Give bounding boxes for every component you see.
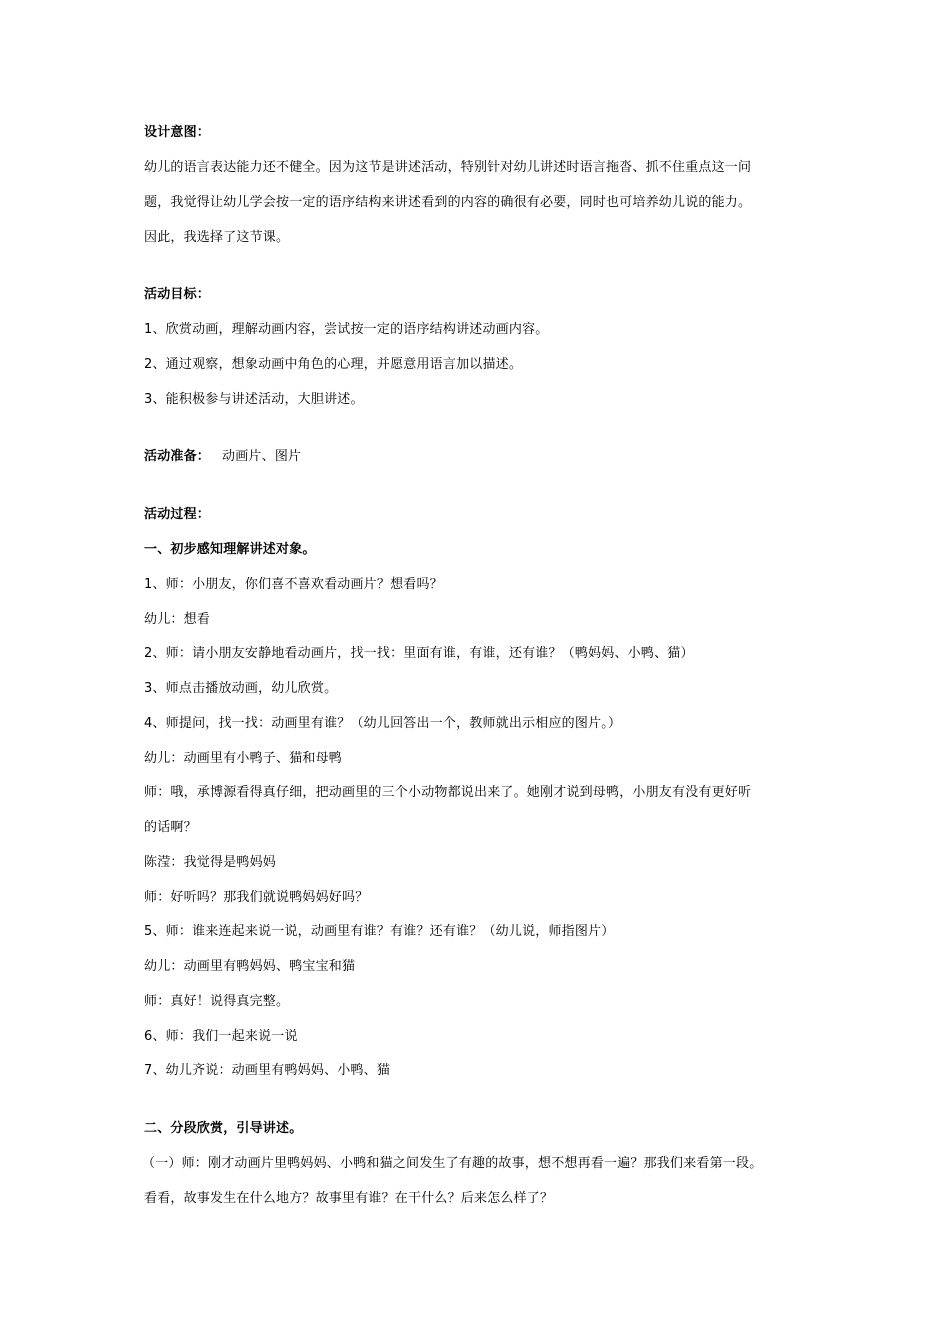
goals-heading: 活动目标：: [144, 287, 211, 302]
part1-line: 7、幼儿齐说：动画里有鸭妈妈、小鸭、猫: [144, 1063, 391, 1078]
part2-title: 二、分段欣赏，引导讲述。: [144, 1121, 303, 1136]
process-heading: 活动过程：: [144, 507, 211, 522]
goal-item-3: 3、能积极参与讲述活动，大胆讲述。: [144, 392, 364, 407]
preparation-row: [144, 448, 301, 466]
part2-line: （一）师：刚才动画片里鸭妈妈、小鸭和猫之间发生了有趣的故事，想不想再看一遍？那我们来看第一段。: [142, 1156, 763, 1171]
part1-line: 4、师提问，找一找：动画里有谁？（幼儿回答出一个，教师就出示相应的图片。）: [144, 716, 622, 731]
design-intent-heading: 设计意图：: [144, 125, 211, 140]
part1-line: 幼儿：想看: [144, 612, 211, 627]
design-intent-line-3: 因此，我选择了这节课。: [144, 230, 290, 245]
preparation-value: 动画片、图片: [222, 449, 302, 464]
part1-line: 3、师点击播放动画，幼儿欣赏。: [144, 681, 338, 696]
part1-line: 幼儿：动画里有鸭妈妈、鸭宝宝和猫: [144, 959, 356, 974]
design-intent-line-2: 题，我觉得让幼儿学会按一定的语序结构来讲述看到的内容的确很有必要，同时也可培养幼儿说的能力。: [144, 195, 752, 210]
part1-line: 幼儿：动画里有小鸭子、猫和母鸭: [144, 751, 343, 766]
part1-line: 1、师：小朋友，你们喜不喜欢看动画片？想看吗？: [144, 577, 443, 592]
part1-line: 6、师：我们一起来说一说: [144, 1029, 298, 1044]
part1-line: 师：好听吗？那我们就说鸭妈妈好吗？: [144, 890, 369, 905]
goal-item-2: 2、通过观察，想象动画中角色的心理，并愿意用语言加以描述。: [144, 357, 523, 372]
part1-title: 一、初步感知理解讲述对象。: [144, 542, 316, 557]
part1-line: 2、师：请小朋友安静地看动画片，找一找：里面有谁，有谁，还有谁？（鸭妈妈、小鸭、猫）: [144, 646, 694, 661]
part1-line: 5、师：谁来连起来说一说，动画里有谁？有谁？还有谁？（幼儿说，师指图片）: [144, 924, 615, 939]
part1-line: 师：真好！说得真完整。: [144, 994, 290, 1009]
part1-line: 陈滢：我觉得是鸭妈妈: [144, 855, 277, 870]
part1-line: 师：哦，承博源看得真仔细，把动画里的三个小动物都说出来了。她刚才说到母鸭，小朋友有没有更好听: [144, 785, 752, 800]
part1-line: 的话啊？: [144, 820, 197, 835]
part2-line: 看看，故事发生在什么地方？故事里有谁？在干什么？后来怎么样了？: [144, 1191, 554, 1206]
design-intent-line-1: 幼儿的语言表达能力还不健全。因为这节是讲述活动，特别针对幼儿讲述时语言拖沓、抓不住重点这一问: [144, 160, 752, 175]
preparation-heading: 活动准备：: [144, 449, 211, 464]
goal-item-1: 1、欣赏动画，理解动画内容，尝试按一定的语序结构讲述动画内容。: [144, 322, 549, 337]
